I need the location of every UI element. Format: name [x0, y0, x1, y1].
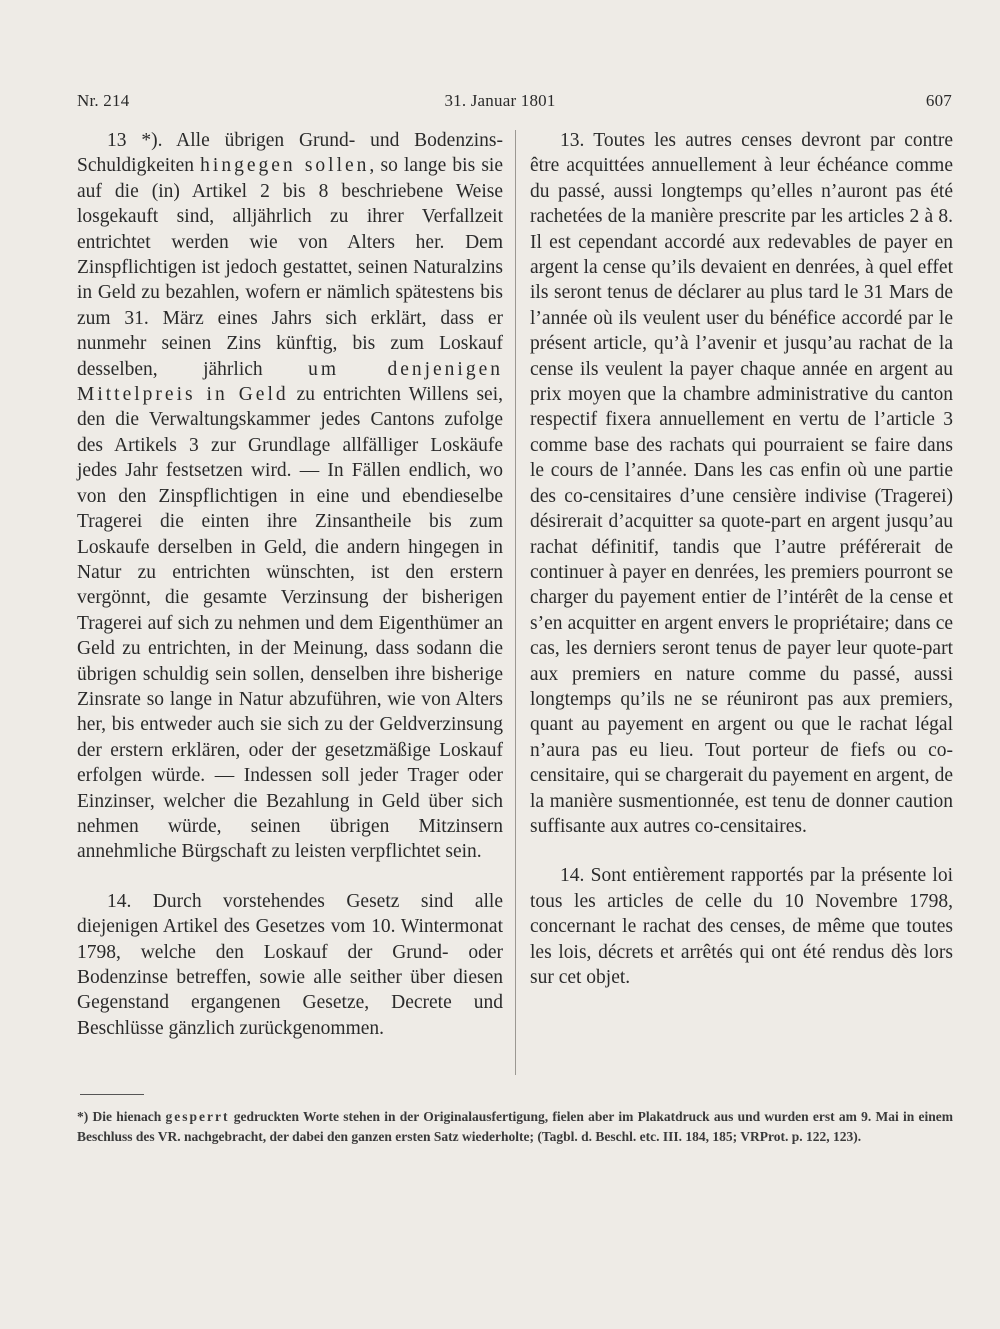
german-spaced-phrase-2: um denjenigen Mittelpreis in Geld: [77, 358, 504, 406]
german-article-13: [77, 128, 503, 865]
footnote-rule: [80, 1094, 144, 1095]
german-column: [77, 128, 503, 1041]
french-article-14: 14. Sont entièrement rapportés par la présente loi tous les articles de celle du 10 Novembre 1798, concernant le rachat des censes, de même que toutes les lois, décrets et arrêtés qui ont été rendus dès lors sur cet objet.: [530, 865, 953, 988]
german-article-13-part-1: 13 *). Alle übrigen Grund- und Bodenzins-Schuldigkeiten: [77, 130, 503, 177]
page-number: 607: [925, 91, 952, 110]
german-article-14: 14. Durch vorstehendes Gesetz sind alle diejenigen Artikel des Gesetzes vom 10. Wintermonat 1798, welche den Loskauf der Grund- oder Bodenzinse betreffen, sowie alle seither über diesen Gegenstand ergangenen Gesetze, Decrete und Beschlüsse gänzlich zurückgenommen.: [77, 890, 503, 1039]
footnote-part-1: *) Die hienach: [77, 1109, 166, 1124]
document-date: 31. Januar 1801: [444, 91, 556, 110]
footnote: [77, 1107, 953, 1147]
german-spaced-phrase-1: hingegen sollen: [200, 155, 370, 177]
footnote-spaced-word: gesperrt: [165, 1109, 230, 1124]
document-number: Nr. 214: [77, 91, 130, 110]
footnote-part-2: gedruckten Worte stehen in der Originalausfertigung, fielen aber im Plakatdruck aus und wurden erst am 9. Mai in einem Beschluss des VR. nachgebracht, der dabei den ganzen ersten Satz wiederholte; (Tagbl. d. Beschl. etc. III. 184, 185; VRProt. p. 122, 123).: [77, 1109, 953, 1144]
french-article-13: 13. Toutes les autres censes devront par contre être acquittées annuellement à leur échéance comme du passé, aussi longtemps qu’elles n’auront pas été rachetées de la manière prescrite par les articles 2 à 8. Il est cependant accordé aux redevables de payer en argent la cense qu’ils devaient en denrées, à quel effet ils seront tenus de déclarer au plus tard le 31 Mars de l’année où ils veulent user du bénéfice accordé par le présent article, qu’à l’avenir et jusqu’au rachat de la cense ils veulent la payer chaque année en argent au prix moyen que la chambre administrative du canton respectif fixera annuellement en vertu de l’article 3 comme base des rachats qui pourraient se faire dans le cours de l’année. Dans les cas enfin où une partie des co-censitaires d’une censière indivise (Tragerei) désirerait d’acquitter sa quote-part en argent jusqu’au rachat définitif, tandis que l’autre préférerait de continuer à payer en denrées, les premiers pourront se charger du payement entier de l’intérêt de la cense et s’en acquitter en argent envers le propriétaire; dans ce cas, les derniers seront tenus de payer leur quote-part aux premiers en nature comme du passé, aussi longtemps qu’ils ne se réuniront pas aux premiers, quant au payement en argent ou que le rachat légal n’aura pas eu lieu. Tout porteur de fiefs ou co-censitaire, qui se chargerait du payement en argent, de la manière susmentionnée, est tenu de donner caution suffisante aux autres co-censitaires.: [530, 130, 953, 837]
german-article-13-part-2: , so lange bis sie auf die (in) Artikel 2 bis 8 beschriebene Weise losgekauft sind, alljährlich zu ihrer Verfallzeit entrichtet werden wie von Alters her. Dem Zinspflichtigen ist jedoch gestattet, seinen Naturalzins in Geld zu bezahlen, wofern er nämlich spätestens bis zum 31. März eines Jahrs sich erklärt, dass er nunmehr seinen Zins künftig, bis zum Loskauf desselben, jährlich: [77, 155, 504, 380]
german-article-13-part-3: zu entrichten Willens sei, den die Verwaltungskammer jedes Cantons zufolge des Artikels 3 zur Grundlage allfälliger Loskäufe jedes Jahr festsetzen wird. — In Fällen endlich, wo von den Zinspflichtigen in eine und ebendieselbe Tragerei die einten ihre Zinsantheile bis zum Loskaufe derselben in Geld, die andern hingegen in Natur zu entrichten wünschten, ist den erstern vergönnt, die gesamte Verzinsung der bisherigen Tragerei auf sich zu nehmen und dem Eigenthümer an Geld zu entrichten, in der Meinung, dass sodann die übrigen schuldig sein sollen, denselben ihre bisherige Zinsrate so lange in Natur abzuführen, wie von Alters her, bis entweder auch sie sich zu der Geldverzinsung der erstern erklären, oder der gesetzmäßige Loskauf erfolgen würde. — Indessen soll jeder Trager oder Einzinser, welcher die Bezahlung in Geld über sich nehmen würde, seinen übrigen Mitzinsern annehmliche Bürgschaft zu leisten verpflichtet sein.: [77, 384, 503, 863]
column-divider: [515, 130, 516, 1075]
french-column: [530, 128, 953, 990]
